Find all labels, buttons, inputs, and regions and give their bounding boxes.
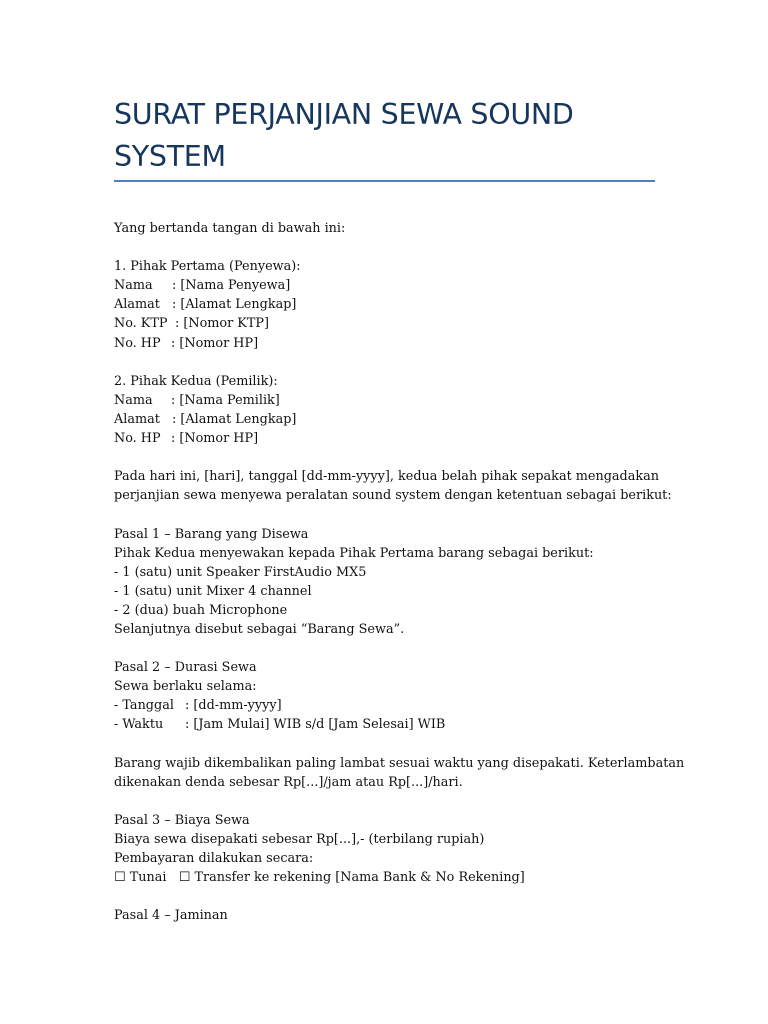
- pasal-3-line: Biaya sewa disepakati sebesar Rp[...],- (terbilang rupiah): [114, 832, 485, 847]
- pasal-2-note-line: dikenakan denda sebesar Rp[...]/jam atau Rp[...]/hari.: [114, 774, 463, 790]
- field-value: : [Nama Penyewa]: [172, 278, 291, 294]
- pasal-1-item: - 1 (satu) unit Mixer 4 channel: [114, 583, 312, 599]
- paragraph-line: perjanjian sewa menyewa peralatan sound system dengan ketentuan sebagai berikut:: [114, 488, 672, 504]
- field-value: : [Alamat Lengkap]: [172, 297, 297, 313]
- field-value: : [Nama Pemilik]: [171, 392, 280, 408]
- document-body: [114, 219, 685, 925]
- option-transfer-label: Transfer ke rekening [Nama Bank & No Rekening]: [194, 870, 525, 886]
- party-one-section: [114, 257, 654, 352]
- field-value: : [Nomor HP]: [171, 431, 259, 447]
- field-value: : [Jam Mulai] WIB s/d [Jam Selesai] WIB: [185, 717, 446, 733]
- field-value: : [Nomor HP]: [171, 335, 259, 351]
- party-two-row: [114, 391, 654, 410]
- pasal-2-heading: Pasal 2 – Durasi Sewa: [114, 660, 257, 676]
- party-two-heading: 2. Pihak Kedua (Pemilik):: [114, 373, 278, 389]
- pasal-2-note-line: Barang wajib dikembalikan paling lambat sesuai waktu yang disepakati. Keterlambatan: [114, 755, 685, 771]
- pasal-1-line: Pihak Kedua menyewakan kepada Pihak Pertama barang sebagai berikut:: [114, 545, 594, 561]
- payment-options: [114, 868, 654, 887]
- field-label: No. HP: [114, 335, 161, 351]
- pasal-3-line: Pembayaran dilakukan secara:: [114, 851, 314, 867]
- pasal-2-line: Sewa berlaku selama:: [114, 679, 257, 695]
- checkbox-icon: ☐: [114, 870, 126, 886]
- pasal-4-section: [114, 906, 654, 925]
- intro-text: Yang bertanda tangan di bawah ini:: [114, 221, 346, 236]
- field-label: - Tanggal: [114, 698, 174, 714]
- party-two-row: [114, 429, 654, 448]
- field-value: : [dd-mm-yyyy]: [185, 698, 282, 714]
- party-two-section: [114, 372, 654, 448]
- pasal-1-section: [114, 525, 654, 640]
- checkbox-icon: ☐: [178, 870, 191, 886]
- field-label: No. KTP: [114, 316, 168, 332]
- option-tunai-label: Tunai: [129, 870, 167, 886]
- party-one-row: [114, 276, 654, 295]
- pasal-4-heading: Pasal 4 – Jaminan: [114, 908, 228, 924]
- field-label: Nama: [114, 392, 153, 408]
- agreement-paragraph: [114, 467, 672, 505]
- pasal-2-row: [114, 715, 654, 734]
- pasal-1-item: - 1 (satu) unit Speaker FirstAudio MX5: [114, 564, 367, 580]
- party-one-row: [114, 334, 654, 353]
- party-two-row: [114, 410, 654, 429]
- field-label: Alamat: [114, 411, 160, 427]
- pasal-1-line: Selanjutnya disebut sebagai “Barang Sewa”.: [114, 621, 405, 637]
- field-label: - Waktu: [114, 717, 164, 733]
- party-one-heading: 1. Pihak Pertama (Penyewa):: [114, 259, 301, 275]
- party-one-row: [114, 314, 654, 333]
- field-label: No. HP: [114, 431, 161, 447]
- field-value: : [Alamat Lengkap]: [172, 411, 297, 427]
- pasal-1-item: - 2 (dua) buah Microphone: [114, 602, 288, 618]
- pasal-2-section: [114, 658, 685, 792]
- pasal-1-heading: Pasal 1 – Barang yang Disewa: [114, 526, 309, 542]
- field-value: : [Nomor KTP]: [175, 316, 269, 332]
- pasal-3-section: [114, 811, 654, 887]
- title-underline: [114, 180, 655, 182]
- pasal-2-row: [114, 696, 654, 715]
- party-one-row: [114, 295, 654, 314]
- document-title: SURAT PERJANJIAN SEWA SOUND SYSTEM: [114, 98, 574, 173]
- pasal-3-heading: Pasal 3 – Biaya Sewa: [114, 812, 250, 828]
- field-label: Alamat: [114, 297, 160, 313]
- paragraph-line: Pada hari ini, [hari], tanggal [dd-mm-yyyy], kedua belah pihak sepakat mengadakan: [114, 469, 659, 485]
- field-label: Nama: [114, 278, 153, 294]
